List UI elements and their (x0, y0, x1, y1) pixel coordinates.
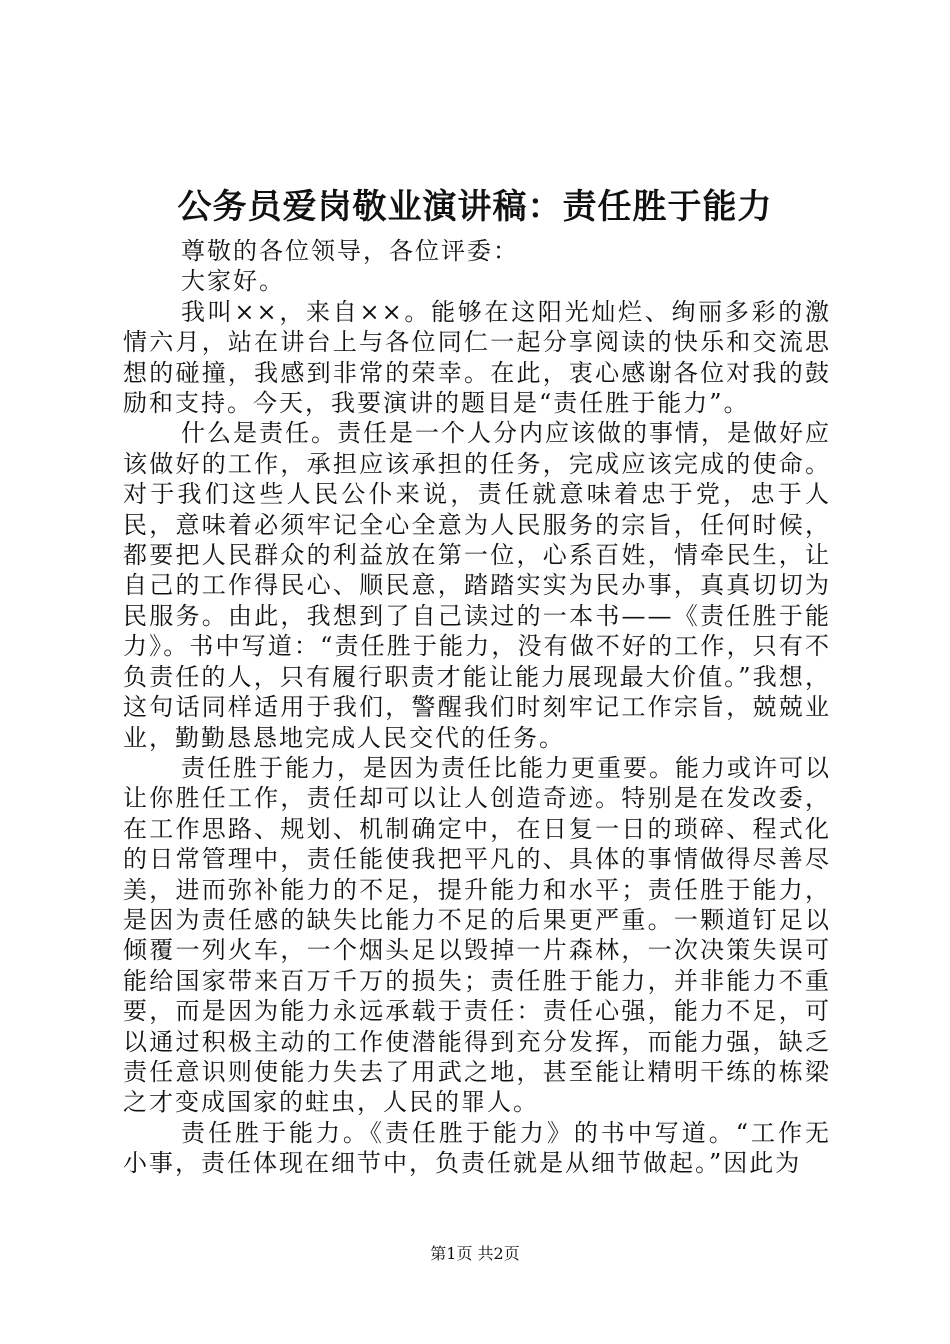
paragraph-details: 责任胜于能力。《责任胜于能力》的书中写道。“工作无小事，责任体现在细节中，负责任就是从细节做起。”因此为 (123, 1118, 831, 1178)
paragraph-introduction: 我叫××，来自××。能够在这阳光灿烂、绚丽多彩的激情六月，站在讲台上与各位同仁一起分享阅读的快乐和交流思想的碰撞，我感到非常的荣幸。在此，衷心感谢各位对我的鼓励和支持。今天，我要演讲的题目是“责任胜于能力”。 (123, 297, 831, 418)
paragraph-responsibility-over-ability: 责任胜于能力，是因为责任比能力更重要。能力或许可以让你胜任工作，责任却可以让人创造奇迹。特别是在发改委，在工作思路、规划、机制确定中，在日复一日的琐碎、程式化的日常管理中，责任能使我把平凡的、具体的事情做得尽善尽美，进而弥补能力的不足，提升能力和水平；责任胜于能力，是因为责任感的缺失比能力不足的后果更严重。一颗道钉足以倾覆一列火车，一个烟头足以毁掉一片森林，一次决策失误可能给国家带来百万千万的损失；责任胜于能力，并非能力不重要，而是因为能力永远承载于责任：责任心强，能力不足，可以通过积极主动的工作使潜能得到充分发挥，而能力强，缺乏责任意识则使能力失去了用武之地，甚至能让精明干练的栋梁之才变成国家的蛀虫，人民的罪人。 (123, 753, 831, 1117)
paragraph-greeting: 大家好。 (181, 267, 285, 296)
document-title: 公务员爱岗敬业演讲稿：责任胜于能力 (177, 187, 773, 227)
page-number-footer: 第1页 共2页 (430, 1244, 520, 1263)
paragraph-what-is-responsibility: 什么是责任。责任是一个人分内应该做的事情，是做好应该做好的工作，承担应该承担的任务，完成应该完成的使命。对于我们这些人民公仆来说，责任就意味着忠于党，忠于人民，意味着必须牢记全心全意为人民服务的宗旨，任何时候，都要把人民群众的利益放在第一位，心系百姓，情牵民生，让自己的工作得民心、顺民意，踏踏实实为民办事，真真切切为民服务。由此，我想到了自己读过的一本书——《责任胜于能力》。书中写道：“责任胜于能力，没有做不好的工作，只有不负责任的人，只有履行职责才能让能力展现最大价值。”我想，这句话同样适用于我们，警醒我们时刻牢记工作宗旨，兢兢业业，勤勤恳恳地完成人民交代的任务。 (123, 419, 831, 752)
paragraph-salutation: 尊敬的各位领导，各位评委： (181, 237, 519, 265)
document-body (123, 236, 831, 1179)
